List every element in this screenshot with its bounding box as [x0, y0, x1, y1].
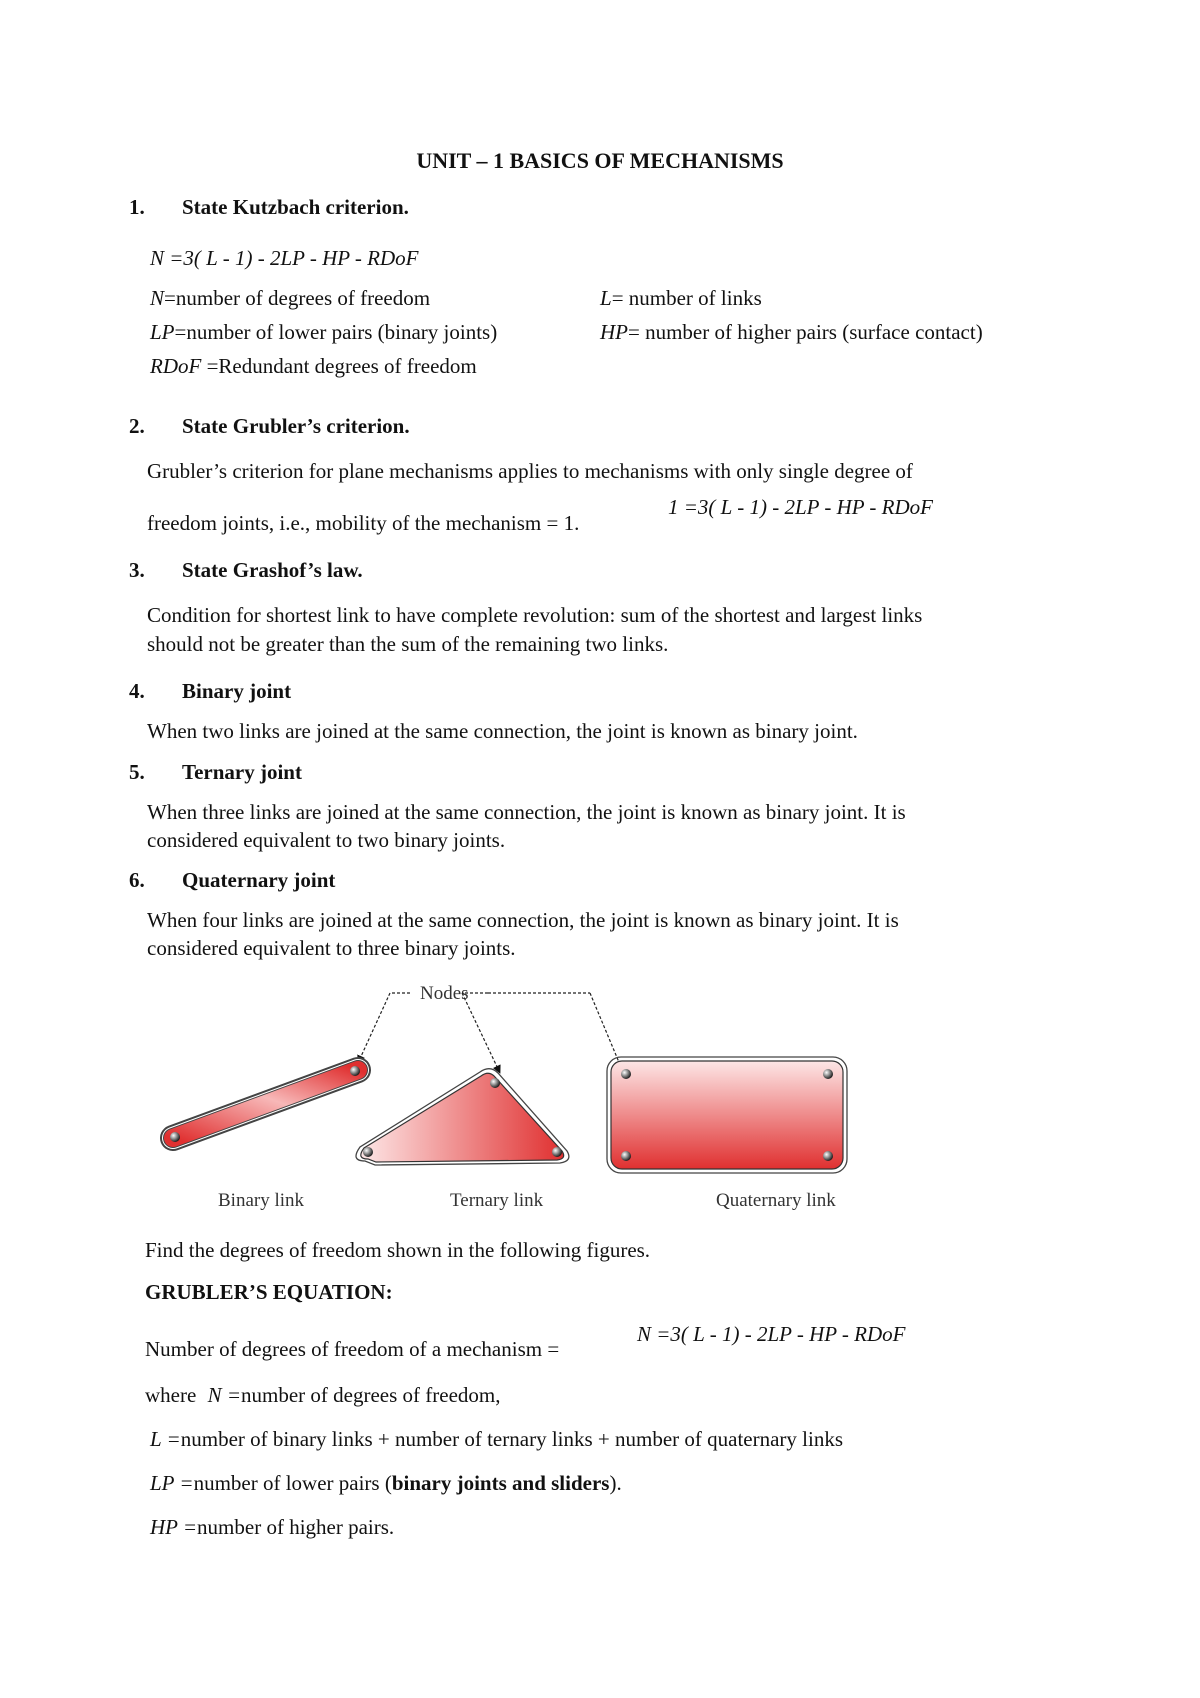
- binary-joint-text: When two links are joined at the same connection, the joint is known as binary joint.: [147, 719, 858, 743]
- ternary-joint-line-2: considered equivalent to two binary joints.: [147, 828, 506, 852]
- grubler-l-line: [150, 1427, 843, 1452]
- def-l: [600, 286, 762, 311]
- question-1-title: State Kutzbach criterion.: [182, 195, 409, 219]
- nodes-label: Nodes: [420, 983, 469, 1004]
- def-hp-text: = number of higher pairs (surface contact): [628, 320, 983, 344]
- question-1-number: 1.: [129, 195, 145, 219]
- def-l-text: = number of links: [611, 286, 762, 310]
- ternary-link-node-3: [552, 1147, 562, 1157]
- ternary-link-label: Ternary link: [450, 1190, 544, 1211]
- binary-link-label: Binary link: [218, 1190, 305, 1211]
- page-title: UNIT – 1 BASICS OF MECHANISMS: [416, 148, 784, 173]
- grubler-lp-symbol: LP =: [150, 1471, 194, 1495]
- def-n-text: =number of degrees of freedom: [164, 286, 431, 310]
- find-dof-instruction: Find the degrees of freedom shown in the following figures.: [145, 1238, 651, 1262]
- ternary-link-node-1: [490, 1078, 500, 1088]
- mechanism-dof-text: Number of degrees of freedom of a mechanism =: [145, 1337, 560, 1361]
- def-rdof-equals: =: [206, 354, 219, 378]
- grubler-equation-heading: GRUBLER’S EQUATION:: [145, 1280, 393, 1304]
- question-5-title: Ternary joint: [182, 760, 302, 784]
- grubler-l-text: number of binary links + number of ternary links + number of quaternary links: [180, 1427, 844, 1451]
- grubler-criterion-equation: 1 =3( L - 1) - 2LP - HP - RDoF: [668, 495, 933, 519]
- grubler-hp-symbol: HP =: [150, 1515, 198, 1539]
- grubler-equation: N =3( L - 1) - 2LP - HP - RDoF: [637, 1322, 906, 1346]
- def-rdof-text: Redundant degrees of freedom: [218, 354, 477, 378]
- def-lp-symbol: LP: [150, 320, 175, 344]
- def-hp: [600, 320, 983, 345]
- quaternary-link-node-2: [823, 1069, 833, 1079]
- question-6-number: 6.: [129, 868, 145, 892]
- grubler-hp-text: number of higher pairs.: [197, 1515, 395, 1539]
- link-types-figure: [160, 975, 1060, 1215]
- grubler-lp-text-pre: number of lower pairs (: [193, 1471, 392, 1495]
- quaternary-joint-line-1: When four links are joined at the same connection, the joint is known as binary joint. It is: [147, 908, 899, 932]
- question-6-title: Quaternary joint: [182, 868, 336, 892]
- kutzbach-equation: N =3( L - 1) - 2LP - HP - RDoF: [150, 246, 419, 270]
- quaternary-link: [607, 1057, 847, 1173]
- def-lp: [150, 320, 497, 345]
- grubler-criterion-line-2: freedom joints, i.e., mobility of the mechanism = 1.: [147, 511, 580, 535]
- grubler-n-symbol: N =: [207, 1383, 241, 1407]
- question-4-number: 4.: [129, 679, 145, 703]
- question-2-number: 2.: [129, 414, 145, 438]
- grashof-line-1: Condition for shortest link to have complete revolution: sum of the shortest and largest links: [147, 603, 923, 627]
- grubler-n-text: number of degrees of freedom,: [241, 1383, 501, 1407]
- where-n-line: [145, 1383, 500, 1408]
- grubler-lp-line: [150, 1471, 622, 1496]
- question-3-title: State Grashof’s law.: [182, 558, 363, 582]
- grubler-lp-text-post: ).: [609, 1471, 622, 1495]
- ternary-link: [356, 1069, 569, 1165]
- ternary-joint-line-1: When three links are joined at the same connection, the joint is known as binary joint. It is: [147, 800, 906, 824]
- def-hp-symbol: HP: [600, 320, 628, 344]
- def-l-symbol: L: [600, 286, 612, 310]
- question-2-title: State Grubler’s criterion.: [182, 414, 410, 438]
- def-n: [150, 286, 430, 311]
- grubler-hp-line: [150, 1515, 394, 1540]
- binary-link: [170, 1066, 360, 1142]
- quaternary-link-label: Quaternary link: [716, 1190, 836, 1211]
- grashof-line-2: should not be greater than the sum of the remaining two links.: [147, 632, 669, 656]
- quaternary-link-node-3: [621, 1151, 631, 1161]
- def-lp-text: =number of lower pairs (binary joints): [174, 320, 498, 344]
- ternary-link-node-2: [363, 1147, 373, 1157]
- where-word: where: [145, 1383, 197, 1407]
- def-n-symbol: N: [150, 286, 165, 310]
- grubler-criterion-line-1: Grubler’s criterion for plane mechanisms applies to mechanisms with only single degree of: [147, 459, 913, 483]
- grubler-lp-text-bold: binary joints and sliders: [391, 1471, 610, 1495]
- quaternary-link-node-4: [823, 1151, 833, 1161]
- question-3-number: 3.: [129, 558, 145, 582]
- binary-link-node-1: [170, 1132, 180, 1142]
- binary-link-node-2: [350, 1066, 360, 1076]
- quaternary-joint-line-2: considered equivalent to three binary joints.: [147, 936, 516, 960]
- def-rdof-symbol: RDoF: [150, 354, 202, 378]
- def-rdof: [150, 354, 477, 379]
- quaternary-link-node-1: [621, 1069, 631, 1079]
- question-5-number: 5.: [129, 760, 145, 784]
- grubler-l-symbol: L =: [150, 1427, 181, 1451]
- question-4-title: Binary joint: [182, 679, 292, 703]
